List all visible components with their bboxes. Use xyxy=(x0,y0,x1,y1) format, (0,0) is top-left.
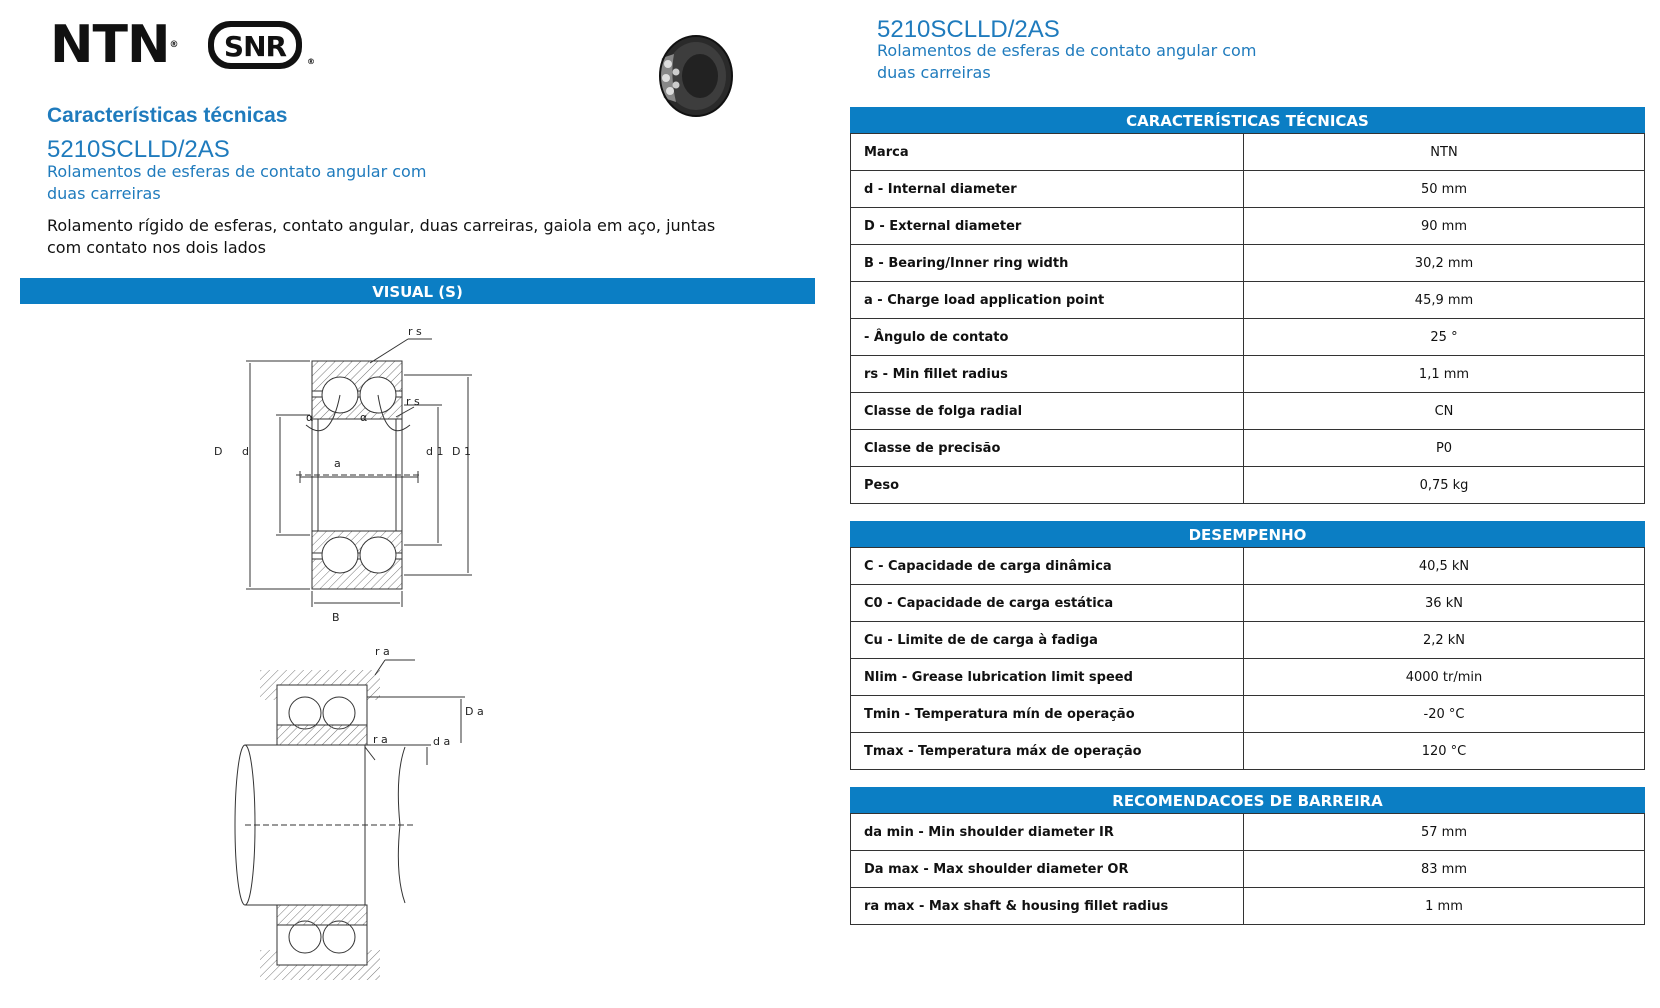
row-value: 45,9 mm xyxy=(1244,282,1645,319)
row-value: P0 xyxy=(1244,430,1645,467)
table-row xyxy=(851,888,1645,925)
bearing-photo xyxy=(648,28,738,120)
row-label: Nlim - Grease lubrication limit speed xyxy=(851,659,1244,696)
table-row xyxy=(851,814,1645,851)
row-label: B - Bearing/Inner ring width xyxy=(851,245,1244,282)
row-value: 4000 tr/min xyxy=(1244,659,1645,696)
svg-text:r a: r a xyxy=(375,645,390,658)
row-value: 2,2 kN xyxy=(1244,622,1645,659)
table-row xyxy=(851,319,1645,356)
row-label: ra max - Max shaft & housing fillet radius xyxy=(851,888,1244,925)
svg-text:D 1: D 1 xyxy=(452,445,471,458)
performance-table-header: DESEMPENHO xyxy=(850,521,1645,547)
svg-text:d a: d a xyxy=(433,735,451,748)
tech-table xyxy=(850,107,1645,504)
table-row xyxy=(851,134,1645,171)
table-row xyxy=(851,171,1645,208)
table-row xyxy=(851,356,1645,393)
ntn-logo: NTN® xyxy=(50,15,178,75)
mounting-drawing xyxy=(225,645,515,985)
row-value: 50 mm xyxy=(1244,171,1645,208)
product-subtitle: Rolamentos de esferas de contato angular com duas carreiras xyxy=(47,162,427,203)
snr-logo-text: SNR xyxy=(223,30,287,63)
row-value: -20 °C xyxy=(1244,696,1645,733)
table-row xyxy=(851,393,1645,430)
svg-text:r s: r s xyxy=(408,325,422,338)
row-label: Tmax - Temperatura máx de operação xyxy=(851,733,1244,770)
product-subtitle-right: Rolamentos de esferas de contato angular com duas carreiras xyxy=(877,41,1257,82)
row-label: Peso xyxy=(851,467,1244,504)
bearing-dimension-drawing xyxy=(210,325,530,625)
row-value: 40,5 kN xyxy=(1244,548,1645,585)
svg-text:d 1: d 1 xyxy=(426,445,444,458)
svg-text:r a: r a xyxy=(373,733,388,746)
row-label: C0 - Capacidade de carga estática xyxy=(851,585,1244,622)
table-row xyxy=(851,585,1645,622)
row-value: 90 mm xyxy=(1244,208,1645,245)
row-label: C - Capacidade de carga dinâmica xyxy=(851,548,1244,585)
row-label: d - Internal diameter xyxy=(851,171,1244,208)
svg-text:®: ® xyxy=(307,57,315,66)
visual-section-header: VISUAL (S) xyxy=(20,278,815,304)
row-value: CN xyxy=(1244,393,1645,430)
row-value: 0,75 kg xyxy=(1244,467,1645,504)
row-value: 25 ° xyxy=(1244,319,1645,356)
row-label: - Ângulo de contato xyxy=(851,319,1244,356)
svg-text:α: α xyxy=(360,411,368,424)
row-value: NTN xyxy=(1244,134,1645,171)
row-value: 36 kN xyxy=(1244,585,1645,622)
table-row xyxy=(851,467,1645,504)
row-value: 1,1 mm xyxy=(1244,356,1645,393)
row-label: Tmin - Temperatura mín de operação xyxy=(851,696,1244,733)
table-row xyxy=(851,696,1645,733)
row-label: D - External diameter xyxy=(851,208,1244,245)
table-row xyxy=(851,622,1645,659)
barrier-table xyxy=(850,787,1645,925)
tech-table-header: CARACTERÍSTICAS TÉCNICAS xyxy=(850,107,1645,133)
row-value: 83 mm xyxy=(1244,851,1645,888)
svg-text:r s: r s xyxy=(406,395,420,408)
svg-text:a: a xyxy=(334,457,341,470)
table-row xyxy=(851,282,1645,319)
barrier-table-header: RECOMENDACOES DE BARREIRA xyxy=(850,787,1645,813)
table-row xyxy=(851,659,1645,696)
product-description: Rolamento rígido de esferas, contato angular, duas carreiras, gaiola em aço, juntas com contato nos dois lados xyxy=(47,216,716,257)
table-row xyxy=(851,851,1645,888)
row-value: 30,2 mm xyxy=(1244,245,1645,282)
row-label: a - Charge load application point xyxy=(851,282,1244,319)
row-label: Classe de folga radial xyxy=(851,393,1244,430)
row-value: 57 mm xyxy=(1244,814,1645,851)
table-row xyxy=(851,245,1645,282)
performance-table xyxy=(850,521,1645,770)
svg-text:B: B xyxy=(332,611,340,624)
page-title: Características técnicas xyxy=(47,104,288,127)
row-label: rs - Min fillet radius xyxy=(851,356,1244,393)
row-label: Marca xyxy=(851,134,1244,171)
row-label: Cu - Limite de de carga à fadiga xyxy=(851,622,1244,659)
product-code: 5210SCLLD/2AS xyxy=(47,136,230,163)
row-value: 1 mm xyxy=(1244,888,1645,925)
table-row xyxy=(851,548,1645,585)
row-label: da min - Min shoulder diameter IR xyxy=(851,814,1244,851)
row-label: Da max - Max shoulder diameter OR xyxy=(851,851,1244,888)
table-row xyxy=(851,208,1645,245)
row-label: Classe de precisão xyxy=(851,430,1244,467)
product-code-right: 5210SCLLD/2AS xyxy=(877,16,1060,43)
svg-text:D: D xyxy=(214,445,223,458)
row-value: 120 °C xyxy=(1244,733,1645,770)
table-row xyxy=(851,430,1645,467)
svg-text:α: α xyxy=(306,411,314,424)
svg-text:d: d xyxy=(242,445,249,458)
svg-text:D a: D a xyxy=(465,705,484,718)
snr-logo xyxy=(206,18,315,72)
table-row xyxy=(851,733,1645,770)
